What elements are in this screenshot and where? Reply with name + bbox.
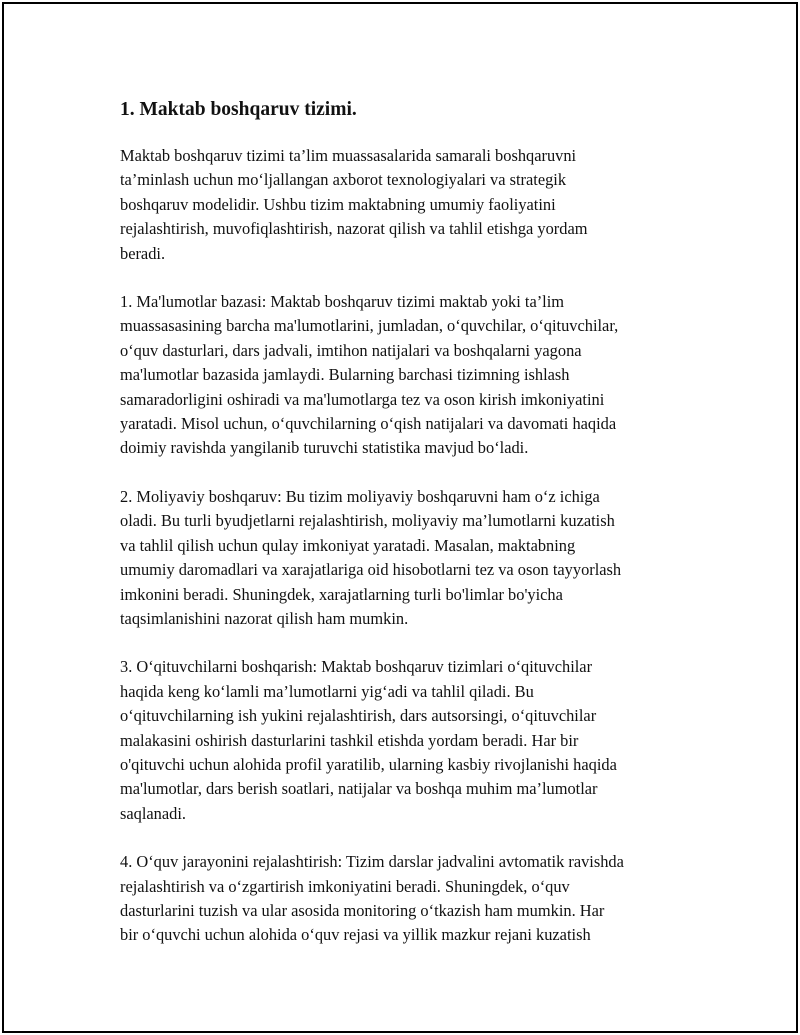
document-body xyxy=(120,96,700,972)
text-line: rejalashtirish va o‘zgartirish imkoniyatini beradi. Shuningdek, o‘quv xyxy=(120,876,570,896)
document-title: 1. Maktab boshqaruv tizimi. xyxy=(120,99,357,120)
text-line: 4. O‘quv jarayonini rejalashtirish: Tizim darslar jadvalini avtomatik ravishda xyxy=(120,852,624,872)
text-line: imkonini beradi. Shuningdek, xarajatlarning turli bo'limlar bo'yicha xyxy=(120,584,563,604)
text-line: ta’minlash uchun mo‘ljallangan axborot texnologiyalari va strategik xyxy=(120,170,567,190)
text-line: doimiy ravishda yangilanib turuvchi statistika mavjud bo‘ladi. xyxy=(120,438,529,458)
text-line: umumiy daromadlari va xarajatlariga oid hisobotlarni tez va oson tayyorlash xyxy=(120,560,622,580)
text-line: bir o‘quvchi uchun alohida o‘quv rejasi va yillik mazkur rejani kuzatish xyxy=(120,925,591,945)
text-line: o‘quv dasturlari, dars jadvali, imtihon natijalari va boshqalarni yagona xyxy=(120,340,582,360)
text-line: samaradorligini oshiradi va ma'lumotlarga tez va oson kirish imkoniyatini xyxy=(120,389,605,409)
text-line: yaratadi. Misol uchun, o‘quvchilarning o‘qish natijalari va davomati haqida xyxy=(120,414,617,434)
paragraph-database xyxy=(120,290,700,461)
paragraph-teachers xyxy=(120,655,700,826)
text-line: boshqaruv modelidir. Ushbu tizim maktabning umumiy faoliyatini xyxy=(120,194,556,214)
text-line: ma'lumotlar bazasida jamlaydi. Bularning barchasi tizimning ishlash xyxy=(120,365,570,385)
text-line: 3. O‘qituvchilarni boshqarish: Maktab boshqaruv tizimlari o‘qituvchilar xyxy=(120,657,593,677)
paragraph-finance xyxy=(120,485,700,631)
text-line: beradi. xyxy=(120,243,166,263)
text-line: 2. Moliyaviy boshqaruv: Bu tizim moliyaviy boshqaruvni ham o‘z ichiga xyxy=(120,486,600,506)
text-line: taqsimlanishini nazorat qilish ham mumkin. xyxy=(120,608,409,628)
text-line: o‘qituvchilarning ish yukini rejalashtirish, dars autsorsingi, o‘qituvchilar xyxy=(120,706,597,726)
text-line: haqida keng ko‘lamli ma’lumotlarni yig‘adi va tahlil qiladi. Bu xyxy=(120,681,534,701)
text-line: malakasini oshirish dasturlarini tashkil etishda yordam beradi. Har bir xyxy=(120,730,579,750)
text-line: 1. Ma'lumotlar bazasi: Maktab boshqaruv tizimi maktab yoki ta’lim xyxy=(120,292,565,312)
text-line: oladi. Bu turli byudjetlarni rejalashtirish, moliyaviy ma’lumotlarni kuzatish xyxy=(120,511,615,531)
text-line: ma'lumotlar, dars berish soatlari, natijalar va boshqa muhim ma’lumotlar xyxy=(120,779,598,799)
text-line: muassasasining barcha ma'lumotlarini, jumladan, o‘quvchilar, o‘qituvchilar, xyxy=(120,316,619,336)
text-line: va tahlil qilish uchun qulay imkoniyat yaratadi. Masalan, maktabning xyxy=(120,535,576,555)
text-line: o'qituvchi uchun alohida profil yaratilib, ularning kasbiy rivojlanishi haqida xyxy=(120,754,617,774)
paragraph-planning xyxy=(120,850,700,948)
text-line: saqlanadi. xyxy=(120,803,186,823)
text-line: dasturlarini tuzish va ular asosida monitoring o‘tkazish ham mumkin. Har xyxy=(120,900,605,920)
paragraph-intro xyxy=(120,144,700,266)
text-line: rejalashtirish, muvofiqlashtirish, nazorat qilish va tahlil etishga yordam xyxy=(120,219,588,239)
text-line: Maktab boshqaruv tizimi ta’lim muassasalarida samarali boshqaruvni xyxy=(120,146,577,165)
page-frame xyxy=(2,2,798,1033)
